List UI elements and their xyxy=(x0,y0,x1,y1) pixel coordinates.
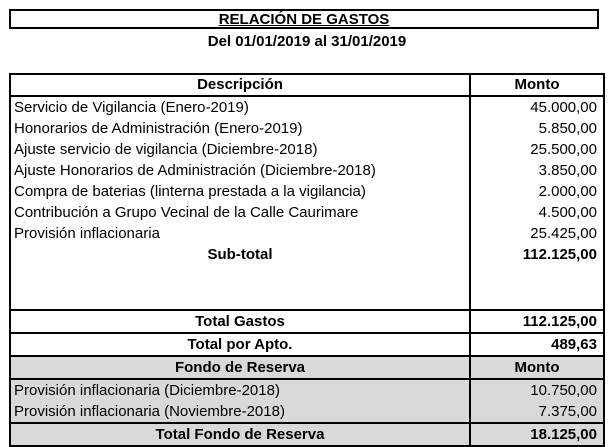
expense-amount: 3.850,00 xyxy=(470,160,604,181)
expense-description: Contribución a Grupo Vecinal de la Calle Caurimare xyxy=(10,202,470,223)
reserve-amount: 7.375,00 xyxy=(470,401,604,423)
total-expenses-label: Total Gastos xyxy=(10,310,470,333)
reserve-description: Provisión inflacionaria (Noviembre-2018) xyxy=(10,401,470,423)
subtotal-amount: 112.125,00 xyxy=(470,244,604,265)
reserve-amount-header: Monto xyxy=(470,356,604,379)
subtotal-label: Sub-total xyxy=(10,244,470,265)
report-title: RELACIÓN DE GASTOS xyxy=(218,11,390,28)
expense-description: Provisión inflacionaria xyxy=(10,223,470,244)
table-header-row xyxy=(10,74,604,96)
report-period: Del 01/01/2019 al 31/01/2019 xyxy=(207,33,407,50)
expense-description: Servicio de Vigilancia (Enero-2019) xyxy=(10,96,470,118)
reserve-description: Provisión inflacionaria (Diciembre-2018) xyxy=(10,379,470,401)
table-row xyxy=(10,118,604,139)
expense-amount: 25.425,00 xyxy=(470,223,604,244)
expenses-table xyxy=(9,73,605,447)
expense-description: Ajuste servicio de vigilancia (Diciembre-2018) xyxy=(10,139,470,160)
table-row xyxy=(10,96,604,118)
blank-row xyxy=(10,265,604,310)
table-row xyxy=(10,202,604,223)
amount-column-header: Monto xyxy=(470,74,604,96)
table-row xyxy=(10,181,604,202)
table-row xyxy=(10,401,604,423)
report-title-box xyxy=(9,9,599,29)
expense-amount: 45.000,00 xyxy=(470,96,604,118)
total-per-apartment-label: Total por Apto. xyxy=(10,333,470,356)
total-reserve-row xyxy=(10,423,604,446)
expense-description: Ajuste Honorarios de Administración (Diciembre-2018) xyxy=(10,160,470,181)
description-column-header: Descripción xyxy=(10,74,470,96)
table-row xyxy=(10,223,604,244)
total-reserve-label: Total Fondo de Reserva xyxy=(10,423,470,446)
expense-description: Honorarios de Administración (Enero-2019) xyxy=(10,118,470,139)
expense-amount: 2.000,00 xyxy=(470,181,604,202)
table-row xyxy=(10,379,604,401)
subtotal-row xyxy=(10,244,604,265)
total-expenses-row xyxy=(10,310,604,333)
reserve-amount: 10.750,00 xyxy=(470,379,604,401)
total-per-apartment-amount: 489,63 xyxy=(470,333,604,356)
reserve-description-header: Fondo de Reserva xyxy=(10,356,470,379)
total-expenses-amount: 112.125,00 xyxy=(470,310,604,333)
expense-amount: 4.500,00 xyxy=(470,202,604,223)
expense-description: Compra de baterias (linterna prestada a la vigilancia) xyxy=(10,181,470,202)
total-per-apartment-row xyxy=(10,333,604,356)
total-reserve-amount: 18.125,00 xyxy=(470,423,604,446)
table-row xyxy=(10,139,604,160)
reserve-header-row xyxy=(10,356,604,379)
table-row xyxy=(10,160,604,181)
expense-amount: 5.850,00 xyxy=(470,118,604,139)
expense-amount: 25.500,00 xyxy=(470,139,604,160)
